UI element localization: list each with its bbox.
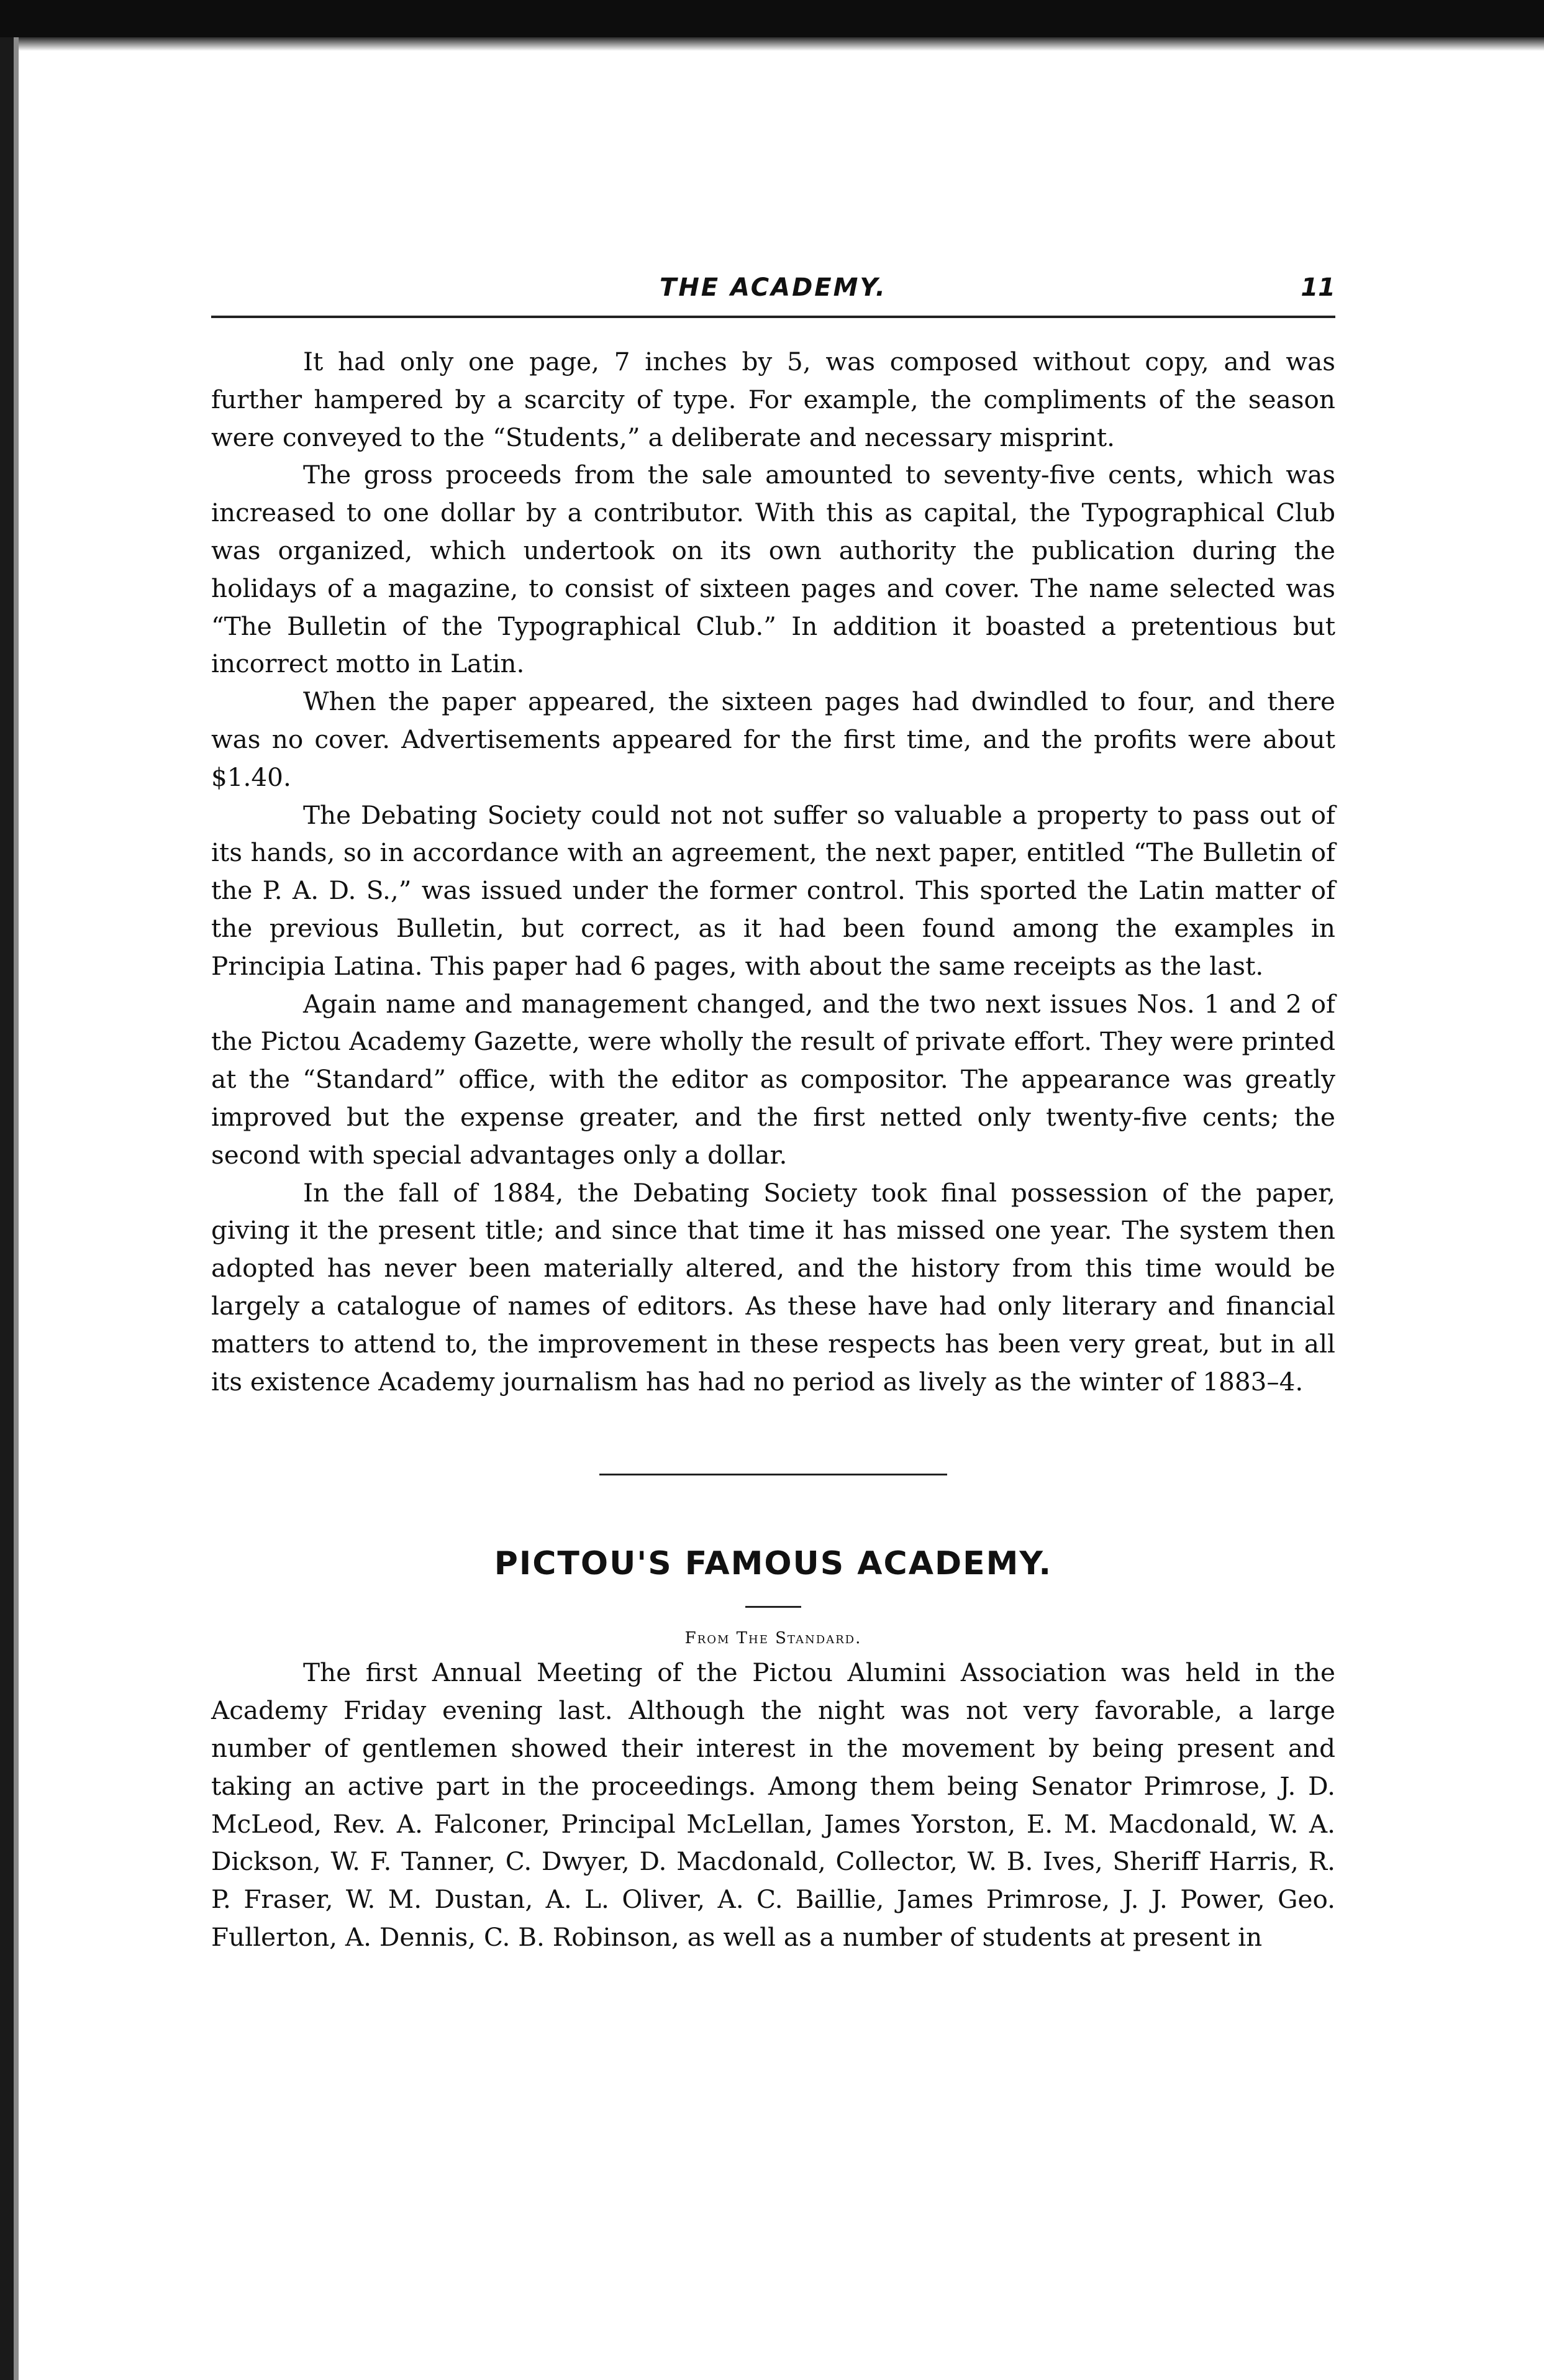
scan-top-border — [0, 0, 1544, 37]
article-heading: PICTOU'S FAMOUS ACADEMY. — [494, 1545, 1053, 1583]
paragraph: In the fall of 1884, the Debating Society took final possession of the paper, giving it the present title; and since that time it has missed one year. The system then adopted has never been materially altered, and the history from this time would be largely a catalogue of names of editors. As these have had only literary and financial matters to attend to, the improvement in these respects has been very great, but in all its existence Academy journalism has had no period as lively as the winter of 1883–4. — [211, 1177, 1335, 1397]
page-number: 11 — [1301, 273, 1335, 302]
paragraph: The first Annual Meeting of the Pictou Alumini Association was held in the Academy Friday evening last. Although the night was not very favorable, a large number of gentlemen showed their interest in the movement by being present and taking an active part in the proceedings. Among them being Senator Primrose, J. D. McLeod, Rev. A. Falconer, Principal McLellan, James Yorston, E. M. Macdonald, W. A. Dickson, W. F. Tanner, C. Dwyer, D. Macdonald, Collector, W. B. Ives, Sheriff Harris, R. P. Fraser, W. M. Dustan, A. L. Oliver, A. C. Baillie, James Primrose, J. J. Power, Geo. Fullerton, A. Dennis, C. B. Robinson, as well as a number of students at present in — [211, 1657, 1335, 1952]
paragraph: When the paper appeared, the sixteen pages had dwindled to four, and there was no cover. Advertisements appeared for the first time, and the profits were about $1.40. — [211, 686, 1335, 792]
scan-left-shadow — [14, 37, 19, 2380]
section-divider — [599, 1474, 947, 1475]
journal-title: THE ACADEMY. — [660, 273, 887, 302]
paragraph: The Debating Society could not not suffer so valuable a property to pass out of its hands, so in accordance with an agreement, the next paper, entitled “The Bulletin of the P. A. D. S.,” was issued under the former control. This sported the Latin matter of the previous Bulletin, but correct, as it had been found among the examples in Principia Latina. This paper had 6 pages, with about the same receipts as the last. — [211, 800, 1335, 981]
article-history-text — [211, 343, 1335, 1400]
scan-left-border — [0, 37, 14, 2380]
paragraph: The gross proceeds from the sale amounted to seventy-five cents, which was increased to one dollar by a contributor. With this as capital, the Typographical Club was organized, which undertook on its own authority the publication during the holidays of a magazine, to consist of sixteen pages and cover. The name selected was “The Bulletin of the Typographical Club.” In addition it boasted a pretentious but incorrect motto in Latin. — [211, 460, 1335, 679]
heading-underline — [745, 1606, 801, 1608]
paragraph: It had only one page, 7 inches by 5, was composed without copy, and was further hampered by a scarcity of type. For example, the compliments of the season were conveyed to the “Students,” a deliberate and necessary misprint. — [211, 347, 1335, 452]
paragraph: Again name and management changed, and the two next issues Nos. 1 and 2 of the Pictou Academy Gazette, were wholly the result of private effort. They were printed at the “Standard” office, with the editor as compositor. The appearance was greatly improved but the expense greater, and the first netted only twenty-five cents; the second with special advantages only a dollar. — [211, 988, 1335, 1170]
journal-page — [211, 273, 1335, 1956]
article-source: From The Standard. — [684, 1629, 862, 1648]
article-meeting-text — [211, 1654, 1335, 1956]
scan-top-shadow — [0, 37, 1544, 51]
running-header — [211, 273, 1335, 318]
